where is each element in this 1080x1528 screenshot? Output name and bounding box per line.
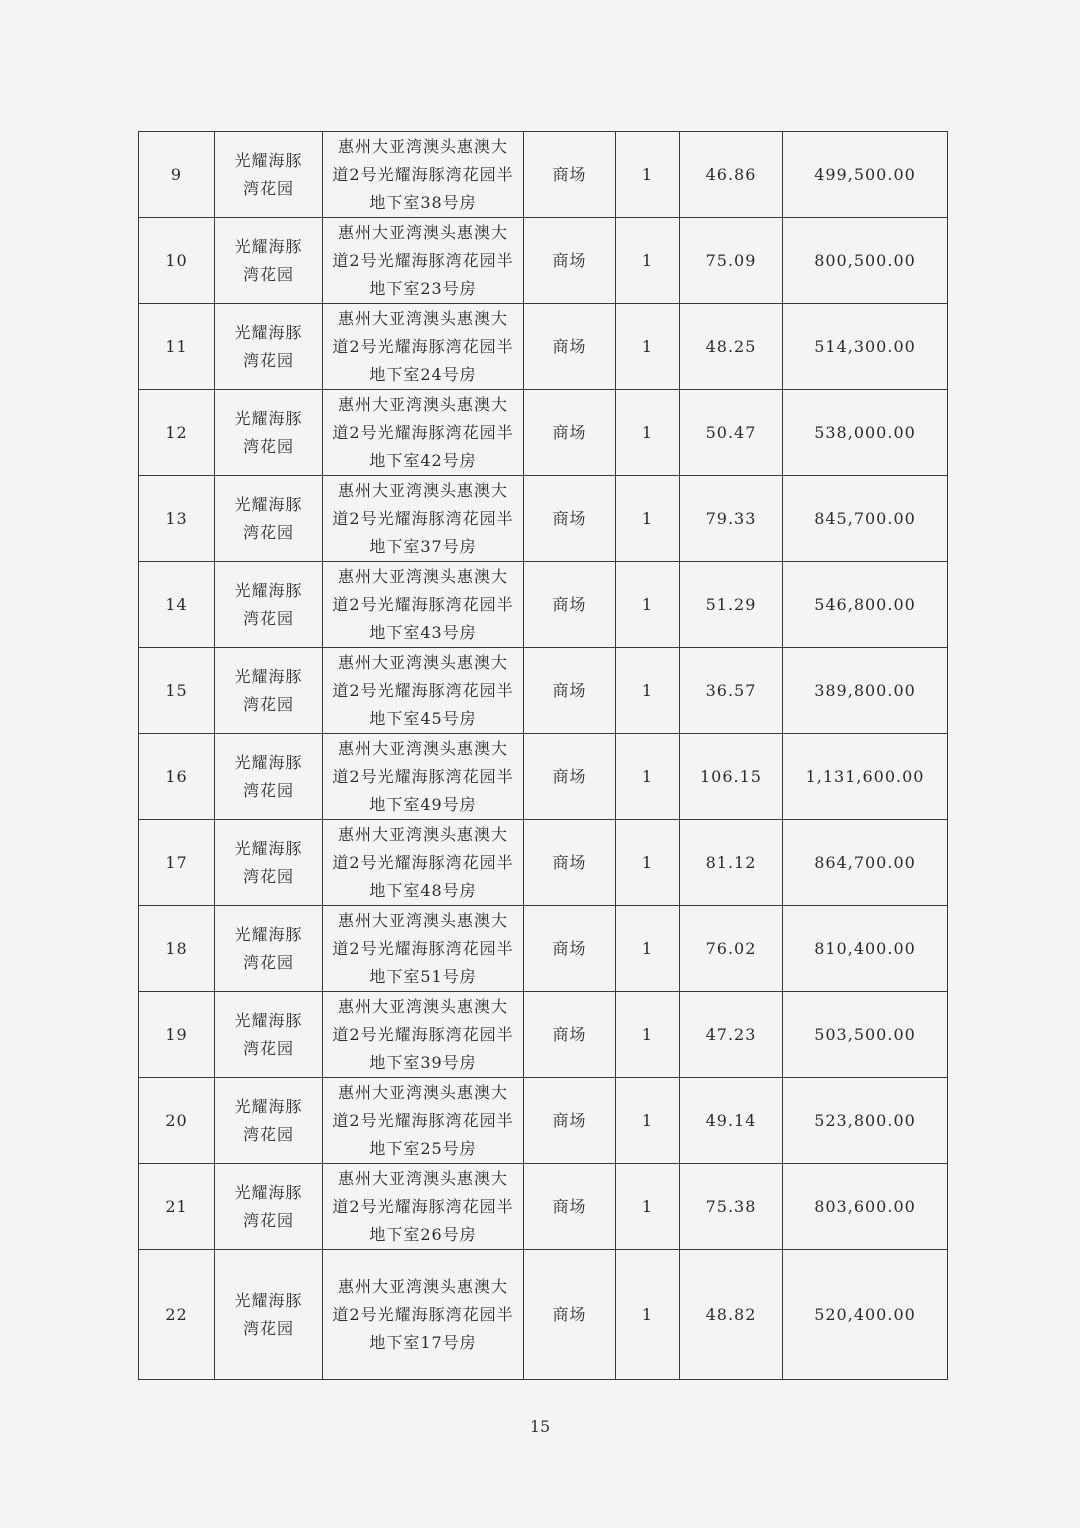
project-name-cell	[215, 562, 323, 648]
table-row	[139, 1250, 948, 1380]
price-cell: 864,700.00	[783, 820, 948, 906]
table-row	[139, 734, 948, 820]
address-cell	[323, 476, 524, 562]
price-cell: 499,500.00	[783, 132, 948, 218]
usage-cell: 商场	[524, 562, 616, 648]
address-cell-text: 惠州大亚湾澳头惠澳大道2号光耀海豚湾花园半地下室25号房	[332, 1082, 514, 1158]
area-cell: 81.12	[680, 820, 783, 906]
price-cell: 810,400.00	[783, 906, 948, 992]
address-cell	[323, 1164, 524, 1250]
address-cell-text: 惠州大亚湾澳头惠澳大道2号光耀海豚湾花园半地下室38号房	[332, 136, 514, 212]
quantity-cell: 1	[616, 992, 680, 1078]
address-cell	[323, 820, 524, 906]
address-cell-text: 惠州大亚湾澳头惠澳大道2号光耀海豚湾花园半地下室43号房	[332, 566, 514, 642]
row-number-cell: 18	[139, 906, 215, 992]
project-name-cell	[215, 1164, 323, 1250]
table-row	[139, 648, 948, 734]
quantity-cell: 1	[616, 1164, 680, 1250]
price-cell: 1,131,600.00	[783, 734, 948, 820]
row-number-cell: 15	[139, 648, 215, 734]
row-number-cell: 21	[139, 1164, 215, 1250]
project-name-cell-text: 光耀海豚湾花园	[234, 924, 303, 972]
usage-cell: 商场	[524, 1250, 616, 1380]
row-number-cell: 22	[139, 1250, 215, 1380]
usage-cell: 商场	[524, 820, 616, 906]
table-row	[139, 820, 948, 906]
area-cell: 51.29	[680, 562, 783, 648]
project-name-cell	[215, 1078, 323, 1164]
price-cell: 389,800.00	[783, 648, 948, 734]
row-number-cell: 9	[139, 132, 215, 218]
usage-cell: 商场	[524, 390, 616, 476]
project-name-cell	[215, 476, 323, 562]
address-cell-text: 惠州大亚湾澳头惠澳大道2号光耀海豚湾花园半地下室17号房	[332, 1276, 514, 1352]
usage-cell: 商场	[524, 1078, 616, 1164]
table-row	[139, 132, 948, 218]
project-name-cell-text: 光耀海豚湾花园	[234, 236, 303, 284]
quantity-cell: 1	[616, 132, 680, 218]
quantity-cell: 1	[616, 734, 680, 820]
project-name-cell-text: 光耀海豚湾花园	[234, 1096, 303, 1144]
row-number-cell: 20	[139, 1078, 215, 1164]
address-cell	[323, 1078, 524, 1164]
quantity-cell: 1	[616, 562, 680, 648]
quantity-cell: 1	[616, 390, 680, 476]
quantity-cell: 1	[616, 476, 680, 562]
area-cell: 49.14	[680, 1078, 783, 1164]
row-number-cell: 14	[139, 562, 215, 648]
project-name-cell-text: 光耀海豚湾花园	[234, 580, 303, 628]
quantity-cell: 1	[616, 648, 680, 734]
address-cell-text: 惠州大亚湾澳头惠澳大道2号光耀海豚湾花园半地下室26号房	[332, 1168, 514, 1244]
address-cell-text: 惠州大亚湾澳头惠澳大道2号光耀海豚湾花园半地下室51号房	[332, 910, 514, 986]
price-cell: 845,700.00	[783, 476, 948, 562]
quantity-cell: 1	[616, 906, 680, 992]
project-name-cell-text: 光耀海豚湾花园	[234, 494, 303, 542]
project-name-cell-text: 光耀海豚湾花园	[234, 1182, 303, 1230]
table-row	[139, 218, 948, 304]
address-cell-text: 惠州大亚湾澳头惠澳大道2号光耀海豚湾花园半地下室45号房	[332, 652, 514, 728]
area-cell: 79.33	[680, 476, 783, 562]
area-cell: 50.47	[680, 390, 783, 476]
project-name-cell	[215, 304, 323, 390]
usage-cell: 商场	[524, 218, 616, 304]
table-row	[139, 992, 948, 1078]
page-number: 15	[529, 1417, 551, 1436]
price-cell: 503,500.00	[783, 992, 948, 1078]
project-name-cell-text: 光耀海豚湾花园	[234, 666, 303, 714]
quantity-cell: 1	[616, 218, 680, 304]
table-row	[139, 390, 948, 476]
usage-cell: 商场	[524, 476, 616, 562]
table-row	[139, 1078, 948, 1164]
price-cell: 800,500.00	[783, 218, 948, 304]
project-name-cell	[215, 648, 323, 734]
area-cell: 106.15	[680, 734, 783, 820]
row-number-cell: 10	[139, 218, 215, 304]
project-name-cell	[215, 1250, 323, 1380]
project-name-cell-text: 光耀海豚湾花园	[234, 752, 303, 800]
address-cell	[323, 132, 524, 218]
table-row	[139, 304, 948, 390]
table-row	[139, 1164, 948, 1250]
project-name-cell-text: 光耀海豚湾花园	[234, 408, 303, 456]
project-name-cell	[215, 218, 323, 304]
address-cell-text: 惠州大亚湾澳头惠澳大道2号光耀海豚湾花园半地下室37号房	[332, 480, 514, 556]
area-cell: 76.02	[680, 906, 783, 992]
area-cell: 46.86	[680, 132, 783, 218]
row-number-cell: 19	[139, 992, 215, 1078]
address-cell-text: 惠州大亚湾澳头惠澳大道2号光耀海豚湾花园半地下室24号房	[332, 308, 514, 384]
price-cell: 514,300.00	[783, 304, 948, 390]
address-cell	[323, 1250, 524, 1380]
address-cell-text: 惠州大亚湾澳头惠澳大道2号光耀海豚湾花园半地下室23号房	[332, 222, 514, 298]
project-name-cell	[215, 820, 323, 906]
project-name-cell-text: 光耀海豚湾花园	[234, 838, 303, 886]
usage-cell: 商场	[524, 992, 616, 1078]
area-cell: 36.57	[680, 648, 783, 734]
table-body	[139, 132, 948, 1380]
project-name-cell-text: 光耀海豚湾花园	[234, 322, 303, 370]
area-cell: 48.25	[680, 304, 783, 390]
project-name-cell-text: 光耀海豚湾花园	[234, 1010, 303, 1058]
address-cell	[323, 562, 524, 648]
price-cell: 520,400.00	[783, 1250, 948, 1380]
row-number-cell: 11	[139, 304, 215, 390]
project-name-cell	[215, 734, 323, 820]
address-cell	[323, 734, 524, 820]
address-cell-text: 惠州大亚湾澳头惠澳大道2号光耀海豚湾花园半地下室39号房	[332, 996, 514, 1072]
price-cell: 523,800.00	[783, 1078, 948, 1164]
project-name-cell-text: 光耀海豚湾花园	[234, 150, 303, 198]
table-row	[139, 562, 948, 648]
table-row	[139, 906, 948, 992]
usage-cell: 商场	[524, 906, 616, 992]
address-cell-text: 惠州大亚湾澳头惠澳大道2号光耀海豚湾花园半地下室42号房	[332, 394, 514, 470]
area-cell: 75.38	[680, 1164, 783, 1250]
area-cell: 48.82	[680, 1250, 783, 1380]
quantity-cell: 1	[616, 304, 680, 390]
quantity-cell: 1	[616, 1078, 680, 1164]
address-cell	[323, 218, 524, 304]
price-cell: 538,000.00	[783, 390, 948, 476]
row-number-cell: 13	[139, 476, 215, 562]
row-number-cell: 17	[139, 820, 215, 906]
project-name-cell	[215, 390, 323, 476]
row-number-cell: 16	[139, 734, 215, 820]
property-listing-table	[138, 131, 948, 1380]
quantity-cell: 1	[616, 1250, 680, 1380]
table-row	[139, 476, 948, 562]
address-cell	[323, 304, 524, 390]
address-cell-text: 惠州大亚湾澳头惠澳大道2号光耀海豚湾花园半地下室49号房	[332, 738, 514, 814]
row-number-cell: 12	[139, 390, 215, 476]
project-name-cell-text: 光耀海豚湾花园	[234, 1290, 303, 1338]
usage-cell: 商场	[524, 1164, 616, 1250]
price-cell: 546,800.00	[783, 562, 948, 648]
address-cell-text: 惠州大亚湾澳头惠澳大道2号光耀海豚湾花园半地下室48号房	[332, 824, 514, 900]
address-cell	[323, 390, 524, 476]
usage-cell: 商场	[524, 304, 616, 390]
address-cell	[323, 648, 524, 734]
project-name-cell	[215, 906, 323, 992]
quantity-cell: 1	[616, 820, 680, 906]
usage-cell: 商场	[524, 734, 616, 820]
area-cell: 47.23	[680, 992, 783, 1078]
address-cell	[323, 992, 524, 1078]
address-cell	[323, 906, 524, 992]
usage-cell: 商场	[524, 132, 616, 218]
usage-cell: 商场	[524, 648, 616, 734]
project-name-cell	[215, 132, 323, 218]
area-cell: 75.09	[680, 218, 783, 304]
project-name-cell	[215, 992, 323, 1078]
price-cell: 803,600.00	[783, 1164, 948, 1250]
